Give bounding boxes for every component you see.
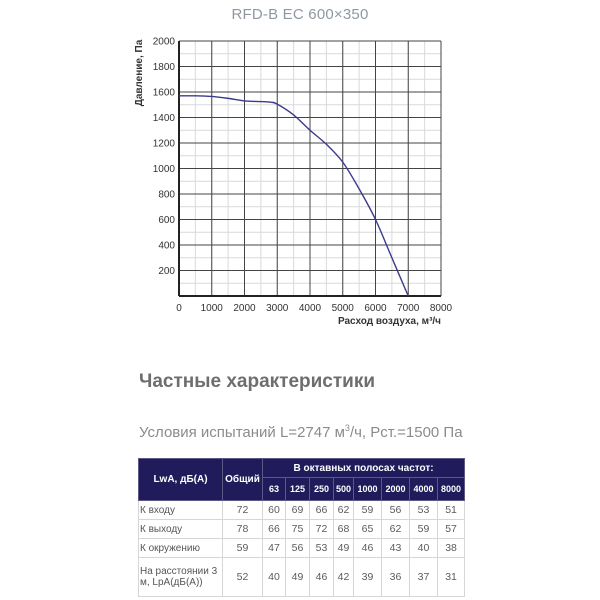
band-value: 60 <box>263 501 286 520</box>
band-value: 42 <box>334 558 354 597</box>
svg-text:400: 400 <box>158 240 175 252</box>
svg-text:8000: 8000 <box>429 303 453 314</box>
band-header-1000: 1000 <box>354 478 382 501</box>
band-value: 65 <box>354 520 382 539</box>
svg-text:3000: 3000 <box>266 303 289 314</box>
band-value: 46 <box>354 539 382 558</box>
table-row <box>139 539 465 558</box>
svg-text:600: 600 <box>158 215 175 226</box>
conditions-text: Условия испытаний L=2747 м <box>139 424 345 441</box>
header-octave-bands: В октавных полосах частот: <box>263 459 465 478</box>
band-value: 36 <box>382 558 410 597</box>
band-value: 31 <box>438 558 465 597</box>
row-label: На расстоянии 3 м, LpA(дБ(А)) <box>139 558 223 597</box>
svg-text:800: 800 <box>158 189 175 201</box>
svg-text:2000: 2000 <box>152 36 175 48</box>
band-value: 53 <box>310 539 334 558</box>
band-header-63: 63 <box>263 478 286 501</box>
svg-text:1600: 1600 <box>152 87 175 99</box>
band-value: 40 <box>410 539 438 558</box>
band-value: 37 <box>410 558 438 597</box>
row-label: К выходу <box>139 520 223 539</box>
chart-title: RFD-B EC 600×350 <box>231 6 369 23</box>
band-value: 49 <box>286 558 310 597</box>
band-value: 43 <box>382 539 410 558</box>
section-title: Частные характеристики <box>139 371 376 392</box>
band-value: 40 <box>263 558 286 597</box>
band-value: 75 <box>286 520 310 539</box>
band-value: 47 <box>263 539 286 558</box>
conditions-suffix: /ч, Рст.=1500 Па <box>349 424 463 441</box>
band-header-250: 250 <box>310 478 334 501</box>
svg-text:5000: 5000 <box>331 303 354 314</box>
band-value: 46 <box>310 558 334 597</box>
y-axis-ticks <box>153 37 176 278</box>
table-row <box>139 520 465 539</box>
svg-text:1000: 1000 <box>200 303 223 314</box>
band-value: 68 <box>334 520 354 539</box>
row-total: 78 <box>223 520 263 539</box>
conditions-sup: 3 <box>344 423 350 433</box>
row-total: 52 <box>223 558 263 597</box>
svg-text:7000: 7000 <box>397 303 420 314</box>
table-row <box>139 558 465 597</box>
svg-text:1400: 1400 <box>152 113 175 124</box>
row-total: 59 <box>223 539 263 558</box>
x-axis-ticks <box>176 303 452 314</box>
band-value: 69 <box>286 501 310 520</box>
band-value: 62 <box>334 501 354 520</box>
band-value: 38 <box>438 539 465 558</box>
band-value: 57 <box>438 520 465 539</box>
svg-text:2000: 2000 <box>233 303 256 314</box>
svg-text:0: 0 <box>176 303 182 314</box>
x-axis-label: Расход воздуха, м³/ч <box>337 316 441 327</box>
band-value: 49 <box>334 539 354 558</box>
band-value: 56 <box>382 501 410 520</box>
row-total: 72 <box>223 501 263 520</box>
band-value: 53 <box>410 501 438 520</box>
band-header-8000: 8000 <box>438 478 465 501</box>
table-row <box>139 501 465 520</box>
row-label: К входу <box>139 501 223 520</box>
band-value: 66 <box>310 501 334 520</box>
band-value: 72 <box>310 520 334 539</box>
band-value: 66 <box>263 520 286 539</box>
svg-text:1000: 1000 <box>152 164 175 175</box>
svg-text:1200: 1200 <box>152 138 175 150</box>
table-body <box>139 501 465 597</box>
band-header-125: 125 <box>286 478 310 501</box>
band-value: 59 <box>354 501 382 520</box>
band-value: 62 <box>382 520 410 539</box>
band-header-2000: 2000 <box>382 478 410 501</box>
band-header-500: 500 <box>334 478 354 501</box>
band-header-4000: 4000 <box>410 478 438 501</box>
noise-table <box>138 458 465 597</box>
band-value: 51 <box>438 501 465 520</box>
band-value: 56 <box>286 539 310 558</box>
band-value: 39 <box>354 558 382 597</box>
y-axis-label: Давление, Па <box>134 39 145 107</box>
svg-text:200: 200 <box>158 266 175 277</box>
header-total: Общий <box>223 459 263 501</box>
row-label: К окружению <box>139 539 223 558</box>
svg-text:6000: 6000 <box>364 303 387 314</box>
test-conditions <box>139 423 463 441</box>
header-lwa: LwA, дБ(А) <box>139 459 223 501</box>
svg-text:1800: 1800 <box>152 62 175 73</box>
svg-text:4000: 4000 <box>298 303 322 314</box>
band-value: 59 <box>410 520 438 539</box>
